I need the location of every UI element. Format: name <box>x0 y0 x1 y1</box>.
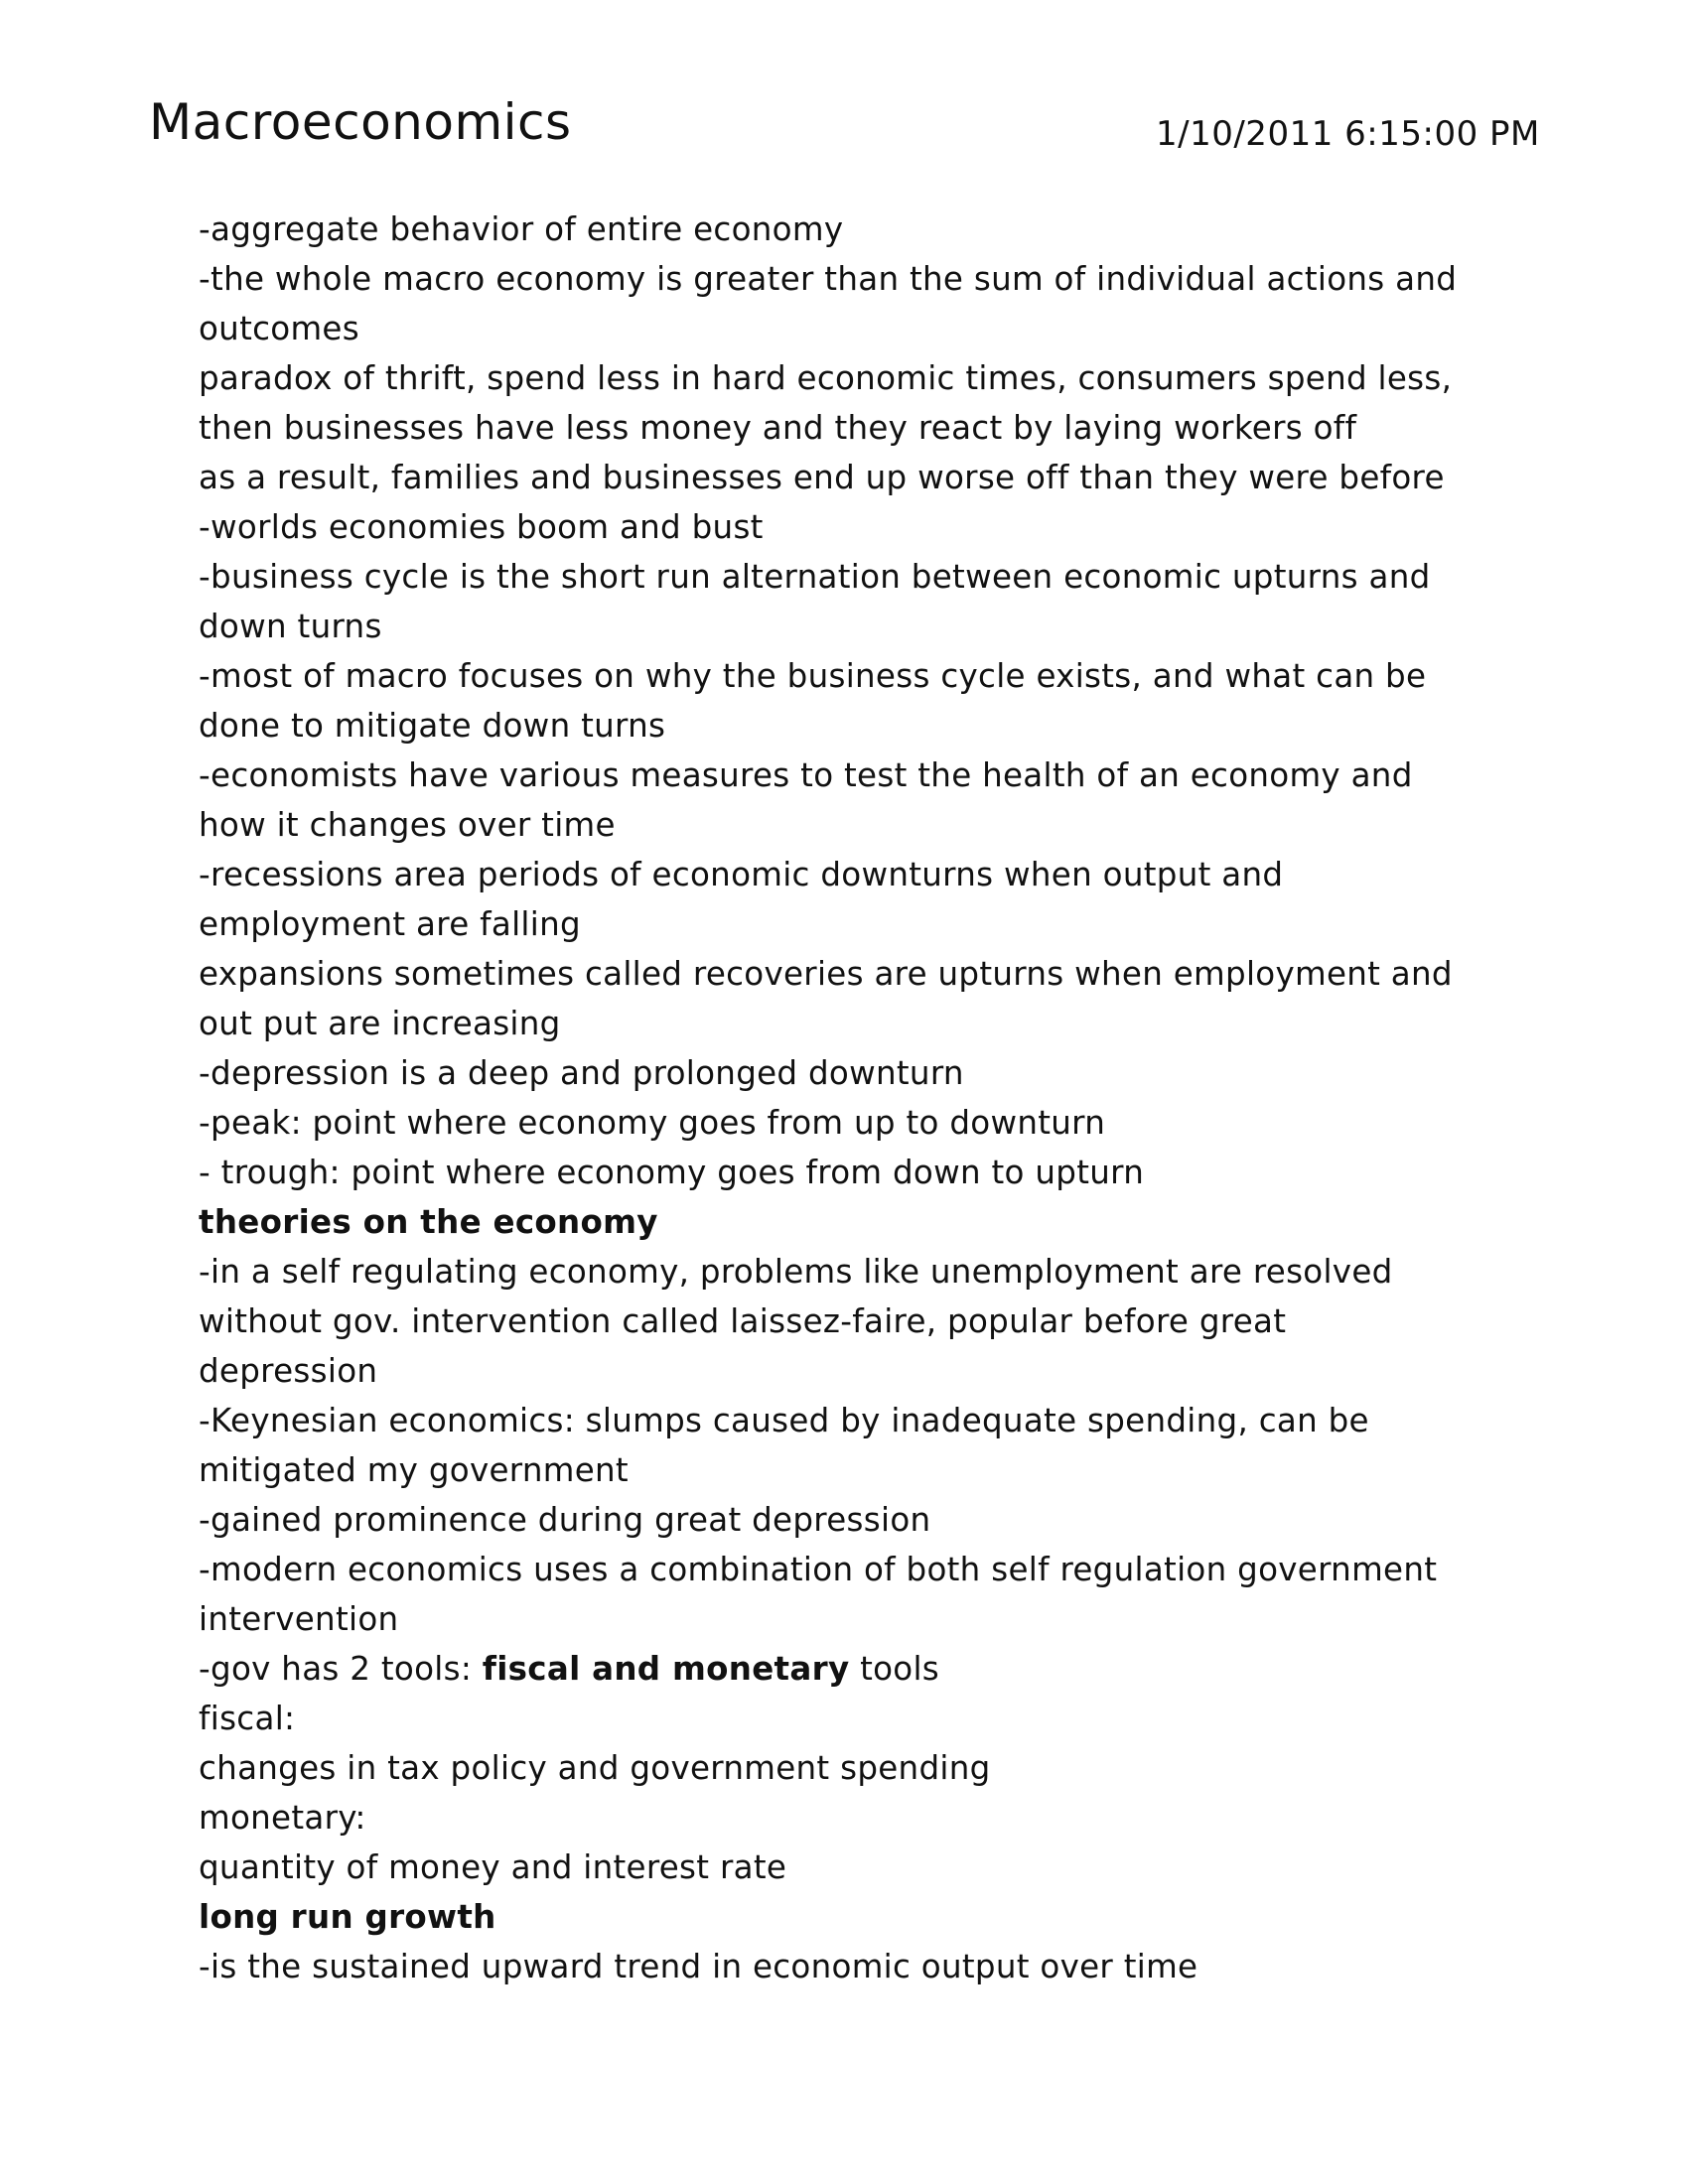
note-line: -business cycle is the short run alternation between economic upturns and <box>199 558 1431 596</box>
note-line: -depression is a deep and prolonged downturn <box>199 1054 964 1092</box>
note-line: employment are falling <box>199 905 581 943</box>
note-line: -modern economics uses a combination of both self regulation government <box>199 1551 1438 1588</box>
section-heading-theories: theories on the economy <box>199 1203 658 1241</box>
note-line: -Keynesian economics: slumps caused by inadequate spending, can be <box>199 1402 1369 1439</box>
note-line: -peak: point where economy goes from up to downturn <box>199 1104 1106 1142</box>
note-line: -gained prominence during great depression <box>199 1501 931 1539</box>
section-heading-long-run-growth: long run growth <box>199 1898 496 1936</box>
notes-body <box>199 205 1519 1991</box>
note-line: out put are increasing <box>199 1005 561 1042</box>
note-line: without gov. intervention called laissez-faire, popular before great <box>199 1302 1287 1340</box>
note-line: fiscal: <box>199 1700 296 1737</box>
document-title: Macroeconomics <box>149 93 572 151</box>
note-line: done to mitigate down turns <box>199 707 666 745</box>
note-line: -recessions area periods of economic downturns when output and <box>199 856 1284 893</box>
note-line-gov-tools <box>199 1644 1519 1694</box>
note-line: changes in tax policy and government spending <box>199 1749 991 1787</box>
note-line: -aggregate behavior of entire economy <box>199 210 844 248</box>
gov-tools-suffix: tools <box>849 1650 940 1688</box>
note-line: -worlds economies boom and bust <box>199 508 764 546</box>
note-line: -in a self regulating economy, problems like unemployment are resolved <box>199 1253 1393 1291</box>
gov-tools-prefix: -gov has 2 tools: <box>199 1650 483 1688</box>
note-line: down turns <box>199 608 382 645</box>
note-line: then businesses have less money and they react by laying workers off <box>199 409 1357 447</box>
note-line: as a result, families and businesses end up worse off than they were before <box>199 459 1445 496</box>
note-line: how it changes over time <box>199 806 616 844</box>
note-line: -economists have various measures to test the health of an economy and <box>199 756 1413 794</box>
note-line: monetary: <box>199 1799 366 1837</box>
note-line: outcomes <box>199 310 359 347</box>
note-line: paradox of thrift, spend less in hard economic times, consumers spend less, <box>199 359 1453 397</box>
note-line: -most of macro focuses on why the business cycle exists, and what can be <box>199 657 1427 695</box>
note-line: - trough: point where economy goes from down to upturn <box>199 1154 1145 1191</box>
note-line: mitigated my government <box>199 1451 629 1489</box>
document-timestamp: 1/10/2011 6:15:00 PM <box>1156 114 1540 154</box>
note-line: depression <box>199 1352 378 1390</box>
gov-tools-bold: fiscal and monetary <box>482 1650 850 1688</box>
note-line: -is the sustained upward trend in economic output over time <box>199 1948 1198 1985</box>
note-line: quantity of money and interest rate <box>199 1848 787 1886</box>
note-line: expansions sometimes called recoveries are upturns when employment and <box>199 955 1453 993</box>
note-line: -the whole macro economy is greater than the sum of individual actions and <box>199 260 1458 298</box>
note-line: intervention <box>199 1600 399 1638</box>
